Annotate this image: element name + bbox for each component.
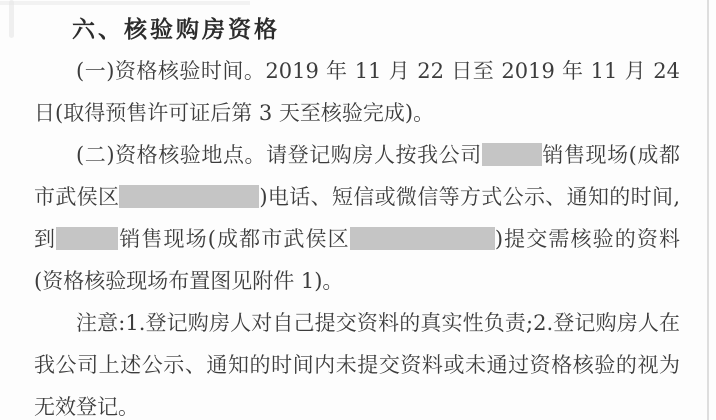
para-verification-time: (一)资格核验时间。2019 年 11 月 22 日至 2019 年 11 月 24 日(取得预售许可证后第 3 天至核验完成)。: [34, 59, 680, 125]
para-notice: 注意:1.登记购房人对自己提交资料的真实性负责;2.登记购房人在我公司上述公示、通知的时间内未提交资料或未通过资格核验的视为无效登记。: [34, 311, 680, 419]
redaction-box: [482, 143, 542, 166]
location-text-segment: (二)资格核验地点。请登记购房人按我公司: [76, 143, 482, 167]
scan-artifact-top: [0, 1, 250, 5]
para-verification-location: [34, 134, 680, 302]
scan-artifact-left: [9, 0, 14, 38]
location-text-segment: )电话、短信或微信等方式公示、通知的时间,到: [34, 185, 680, 251]
section-heading: 六、核验购房资格: [72, 16, 280, 42]
location-text-segment: 销售现场(成都市武侯区: [118, 227, 350, 251]
document-body: [34, 8, 680, 420]
redaction-box: [350, 227, 495, 250]
location-text-segment: )提交需核验的资料(资格核验现场布置图见附件 1)。: [34, 227, 680, 293]
location-text-segment: 都市武侯区: [34, 143, 680, 209]
location-text-segment: 销售现场(成: [541, 143, 659, 167]
redaction-box: [119, 185, 259, 208]
scan-artifact-right-edge: [707, 0, 709, 420]
redaction-box: [56, 227, 118, 250]
